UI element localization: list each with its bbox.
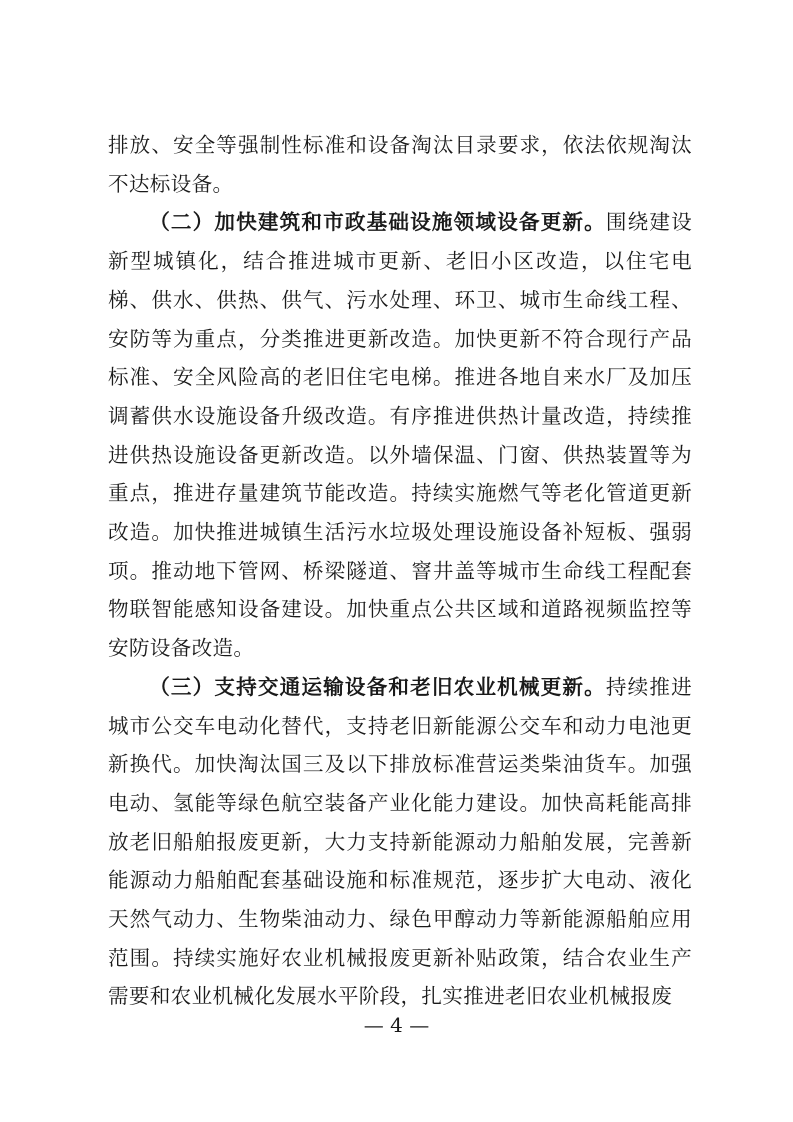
section-heading: （三）支持交通运输设备和老旧农业机械更新。 <box>149 674 606 699</box>
section-heading: （二）加快建筑和市政基础设施领域设备更新。 <box>149 210 606 235</box>
paragraph-text: 围绕建设新型城镇化，结合推进城市更新、老旧小区改造，以住宅电梯、供水、供热、供气、污水处理、环卫、城市生命线工程、安防等为重点，分类推进更新改造。加快更新不符合现行产品标准、安全风险高的老旧住宅电梯。推进各地自来水厂及加压调蓄供水设施设备升级改造。有序推进供热计量改造，持续推进供热设施设备更新改造。以外墙保温、门窗、供热装置等为重点，推进存量建筑节能改造。持续实施燃气等老化管道更新改造。加快推进城镇生活污水垃圾处理设施设备补短板、强弱项。推动地下管网、桥梁隧道、窨井盖等城市生命线工程配套物联智能感知设备建设。加快重点公共区域和道路视频监控等安防设备改造。 <box>108 210 692 661</box>
paragraph-building-municipal <box>108 203 692 667</box>
paragraph-text: 持续推进城市公交车电动化替代，支持老旧新能源公交车和动力电池更新换代。加快淘汰国三及以下排放标准营运类柴油货车。加强电动、氢能等绿色航空装备产业化能力建设。加快高耗能高排放老旧船舶报废更新，大力支持新能源动力船舶发展，完善新能源动力船舶配套基础设施和标准规范，逐步扩大电动、液化天然气动力、生物柴油动力、绿色甲醇动力等新能源船舶应用范围。持续实施好农业机械报废更新补贴政策，结合农业生产需要和农业机械化发展水平阶段，扎实推进老旧农业机械报废 <box>108 674 692 1009</box>
body-text <box>108 126 692 1016</box>
paragraph-continuation <box>108 126 692 203</box>
paragraph-text: 排放、安全等强制性标准和设备淘汰目录要求，依法依规淘汰不达标设备。 <box>108 133 692 196</box>
page-number: — 4 — <box>363 1013 430 1037</box>
paragraph-transport-agriculture <box>108 668 692 1016</box>
